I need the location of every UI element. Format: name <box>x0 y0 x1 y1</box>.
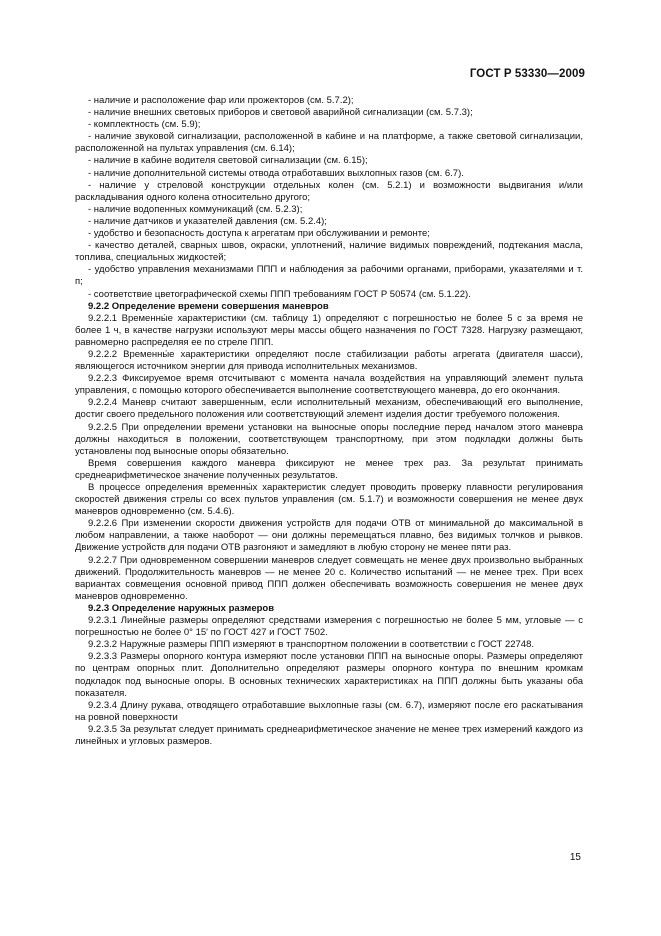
list-item: - удобство и безопасность доступа к агрегатам при обслуживании и ремонте; <box>88 228 430 240</box>
list-item: - наличие и расположение фар или прожекторов (см. 5.7.2); <box>88 95 354 106</box>
list-item: - наличие в кабине водителя световой сигнализации (см. 6.15); <box>88 155 368 167</box>
paragraph: 9.2.2.3 Фиксируемое время отсчитывают с момента начала воздействия на управляющий элемент пульта управления, с помощью которого обеспечивается выполнение соответствующего маневра, до его окончания. <box>75 373 583 397</box>
paragraph: 9.2.3.3 Размеры опорного контура измеряют после установки ППП на выносные опоры. Размеры определяют по центрам опорных плит. Дополнительно определяют размеры опорного контура по внешним кромкам подкладок под выносные опоры. В основных технических характеристиках на ППП должны быть указаны оба показателя. <box>75 651 583 699</box>
list-item: - наличие датчиков и указателей давления (см. 5.2.4); <box>88 215 327 227</box>
section-heading: 9.2.2 Определение времени совершения маневров <box>88 300 329 312</box>
paragraph: 9.2.2.7 При одновременном совершении маневров следует совмещать не менее двух произвольно выбранных движений. Продолжительность маневров — не менее 20 с. Количество испытаний — не менее трех. При всех вариантах совмещения основной привод ППП должен обеспечивать возможность совершения не менее двух маневров одновременно. <box>75 554 583 602</box>
list-item: - качество деталей, сварных швов, окраски, уплотнений, наличие видимых повреждений, подтекания масла, топлива, специальных жидкостей; <box>75 240 583 264</box>
list-item: - комплектность (см. 5.9); <box>88 119 201 131</box>
list-item: - наличие внешних световых приборов и световой аварийной сигнализации (см. 5.7.3); <box>88 107 473 119</box>
document-body <box>75 95 583 748</box>
paragraph: 9.2.3.4 Длину рукава, отводящего отработавшие выхлопные газы (см. 6.7), измеряют после его раскатывания на ровной поверхности <box>75 699 583 723</box>
paragraph: Время совершения каждого маневра фиксируют не менее трех раз. За результат принимать среднеарифметическое значение полученных результатов. <box>75 457 583 481</box>
list-item: - наличие дополнительной системы отвода отработавших выхлопных газов (см. 6.7). <box>88 167 464 179</box>
paragraph: 9.2.2.4 Маневр считают завершенным, если исполнительный механизм, обеспечивающий его выполнение, достиг своего предельного положения или соответствующий элемент изделия достиг требуемого положения. <box>75 397 583 421</box>
paragraph: 9.2.3.1 Линейные размеры определяют средствами измерения с погрешностью не более 5 мм, угловые — с погрешностью не более 0° 15′ по ГОСТ 427 и ГОСТ 7502. <box>75 615 583 639</box>
section-heading: 9.2.3 Определение наружных размеров <box>88 602 275 614</box>
paragraph: 9.2.2.2 Временны́е характеристики определяют после стабилизации работы агрегата (двигателя шасси), являющегося источником энергии для привода исполнительных механизмов. <box>75 348 583 373</box>
list-item: - соответствие цветографической схемы ППП требованиям ГОСТ Р 50574 (см. 5.1.22). <box>88 288 471 300</box>
list-item: - удобство управления механизмами ППП и наблюдения за рабочими органами, приборами, указателями и т. п; <box>75 264 583 288</box>
list-item: - наличие у стреловой конструкции отдельных колен (см. 5.2.1) и возможности выдвигания и/или раскладывания одного колена относительно другого; <box>75 179 583 203</box>
list-item: - наличие звуковой сигнализации, расположенной в кабине и на платформе, а также световой сигнализации, расположенной на пультах управления (см. 6.14); <box>75 131 583 155</box>
standard-header: ГОСТ Р 53330—2009 <box>469 68 585 80</box>
list-item: - наличие водопенных коммуникаций (см. 5.2.3); <box>88 203 303 215</box>
paragraph: 9.2.3.2 Наружные размеры ППП измеряют в транспортном положении в соответствии с ГОСТ 22748. <box>88 639 535 651</box>
paragraph: 9.2.2.6 При изменении скорости движения устройств для подачи ОТВ от минимальной до максимальной в любом направлении, а также наоборот — они должны перемещаться плавно, без видимых толчков и рывков. Движение устройств для подачи ОТВ разгоняют и замедляют в любую сторону не менее пяти раз. <box>75 518 583 554</box>
page-number: 15 <box>569 852 581 863</box>
paragraph: 9.2.2.5 При определении времени установки на выносные опоры последние перед началом этого маневра должны находиться в положении, соответствующем транспортному, при этом подкладки должны быть установлены под выносные опоры обязательно. <box>75 421 583 457</box>
paragraph: 9.2.2.1 Временны́е характеристики (см. таблицу 1) определяют с погрешностью не более 5 с за время не более 1 ч, в качестве нагрузки используют меры массы общего назначения по ГОСТ 7328. Нагрузку размещают, равномерно распределяя ее по стреле ППП. <box>75 312 583 348</box>
paragraph: В процессе определения временны́х характеристик следует проводить проверку плавности регулирования скоростей движения стрелы со всех пультов управления (см. 5.1.7) и возможности совершения не менее двух маневров одновременно (см. 5.4.6). <box>75 482 583 518</box>
paragraph: 9.2.3.5 За результат следует принимать среднеарифметическое значение не менее трех измерений каждого из линейных и угловых размеров. <box>75 723 583 747</box>
